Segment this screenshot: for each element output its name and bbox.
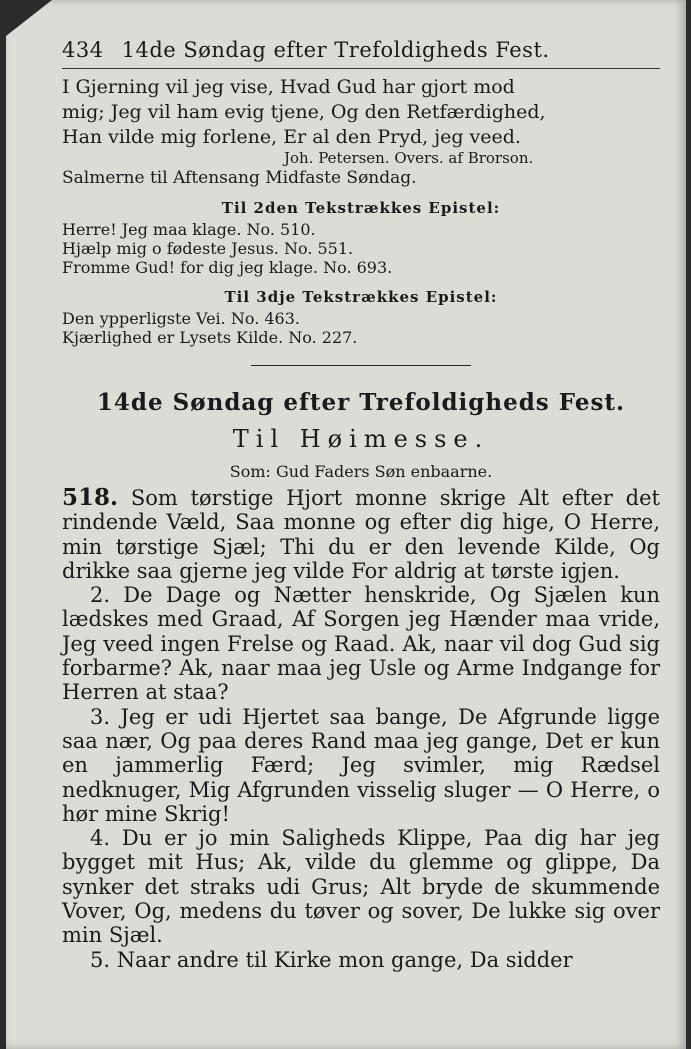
page-content	[62, 30, 660, 972]
hymn-verse-3: 3. Jeg er udi Hjertet saa bange, De Afgrunde ligge saa nær, Og paa deres Rand maa jeg gange, Det er kun en jammerlig Færd; Jeg svimler, mig Rædsel nedknuger, Mig Afgrunden visselig sluger — O Herre, o hør mine Skrig!	[62, 704, 660, 826]
hymn-reference: Fromme Gud! for dig jeg klage. No. 693.	[62, 258, 393, 277]
salmer-heading: Salmerne til Aftensang Midfaste Søndag.	[62, 168, 417, 188]
section-title: 14de Søndag efter Trefoldigheds Fest.	[96, 389, 626, 416]
section-divider	[251, 365, 471, 366]
hymn-verse-5: 5. Naar andre til Kirke mon gange, Da sidder	[90, 947, 573, 972]
hymn-number: 518.	[62, 484, 119, 511]
previous-hymn-line: Han vilde mig forlene, Er al den Pryd, jeg veed.	[62, 126, 521, 148]
verse-text: Som tørstige Hjort monne skrige Alt efter det rindende Væld, Saa monne og efter dig hige, O Herre, min tørstige Sjæl; Thi du er den levende Kilde, Og drikke saa gjerne jeg vilde For aldrig at tørste igjen.	[62, 486, 660, 583]
hymn-verse-2: 2. De Dage og Nætter henskride, Og Sjælen kun lædskes med Graad, Af Sorgen jeg Hænder maa vride, Jeg veed ingen Frelse og Raad. Ak, naar vil dog Gud sig forbarme? Ak, naar maa jeg Usle og Arme Indgange for Herren at staa?	[62, 583, 660, 705]
book-page	[6, 0, 686, 1049]
running-header	[62, 30, 660, 69]
previous-hymn-line: mig; Jeg vil ham evig tjene, Og den Retfærdighed,	[62, 101, 546, 123]
epistle3-heading: Til 3dje Tekstrækkes Epistel:	[224, 288, 498, 306]
epistle2-heading: Til 2den Tekstrækkes Epistel:	[221, 199, 501, 217]
author-line: Joh. Petersen. Overs. af Brorson.	[284, 149, 534, 167]
section-subtitle: Til Høimesse.	[232, 425, 490, 453]
hymn-reference: Den ypperligste Vei. No. 463.	[62, 309, 300, 328]
hymn-reference: Hjælp mig o fødeste Jesus. No. 551.	[62, 239, 354, 258]
hymn-verse-4: 4. Du er jo min Saligheds Klippe, Paa dig har jeg bygget mit Hus; Ak, vilde du glemme og glippe, Da synker det straks udi Grus; Alt bryde de skummende Vover, Og, medens du tøver og sover, De lukke sig over min Sjæl.	[62, 826, 660, 948]
hymn-518	[62, 486, 660, 972]
previous-hymn-line: I Gjerning vil jeg vise, Hvad Gud har gjort mod	[62, 76, 515, 98]
melody-line: Som: Gud Faders Søn enbaarne.	[229, 462, 493, 481]
running-title: 14de Søndag efter Trefoldigheds Fest.	[121, 38, 550, 62]
hymn-verse-1	[62, 486, 660, 583]
hymn-reference: Kjærlighed er Lysets Kilde. No. 227.	[62, 328, 358, 347]
hymn-reference: Herre! Jeg maa klage. No. 510.	[62, 220, 316, 239]
page-number: 434	[62, 38, 104, 62]
page-corner-shadow	[6, 0, 52, 36]
